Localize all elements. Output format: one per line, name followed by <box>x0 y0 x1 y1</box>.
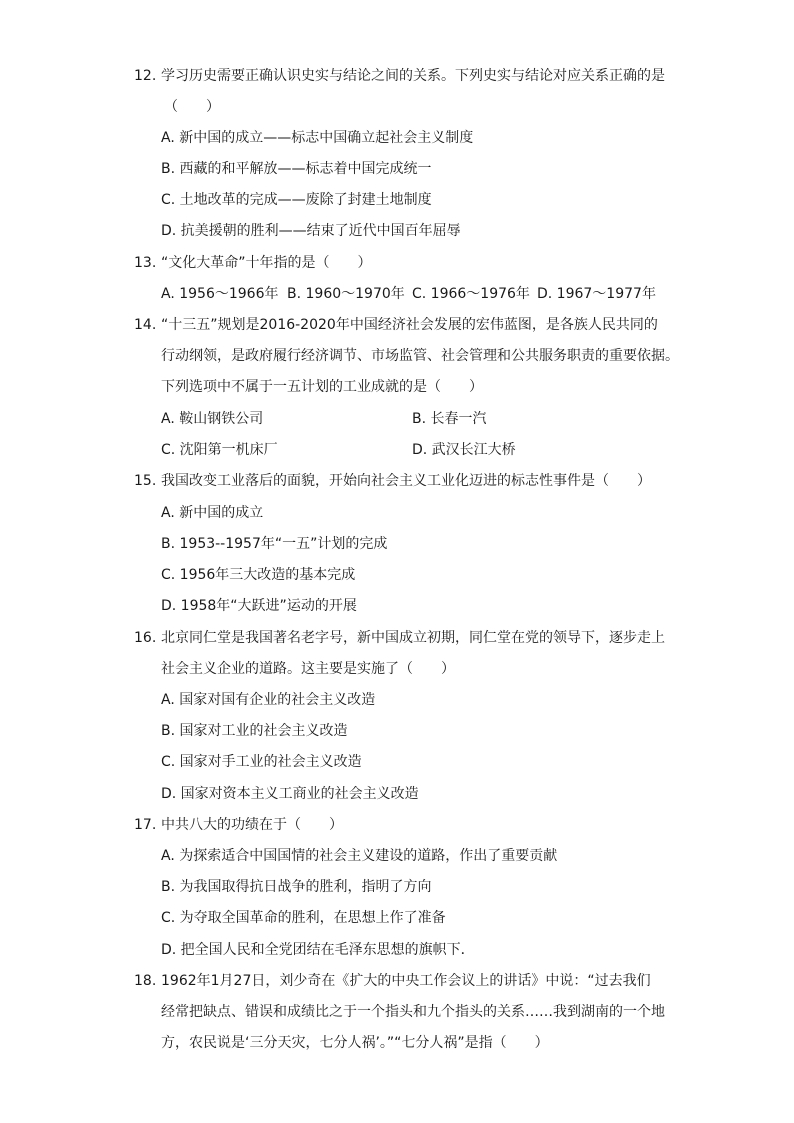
question-number: 18. <box>134 973 157 989</box>
option-d: D. 1958年“大跃进”运动的开展 <box>161 598 357 614</box>
option-d: D. 国家对资本主义工商业的社会主义改造 <box>161 786 419 802</box>
option-c: C. 国家对手工业的社会主义改造 <box>161 754 362 770</box>
option-a: A. 1956～1966年 <box>161 286 279 302</box>
question-stem: 我国改变工业落后的面貌，开始向社会主义工业化迈进的标志性事件是（ ） <box>161 473 651 489</box>
option-d: D. 把全国人民和全党团结在毛泽东思想的旗帜下． <box>161 942 475 958</box>
question-stem: 北京同仁堂是我国著名老字号，新中国成立初期，同仁堂在党的领导下，逐步走上 <box>161 630 665 646</box>
option-b: B. 西藏的和平解放——标志着中国完成统一 <box>161 161 432 177</box>
question-stem: 1962年1月27日，刘少奇在《扩大的中央工作会议上的讲话》中说：“过去我们 <box>161 973 651 989</box>
question-number: 15. <box>134 473 157 489</box>
option-d: D. 1967～1977年 <box>537 286 656 302</box>
question-number: 12. <box>134 68 157 84</box>
question-number: 16. <box>134 630 157 646</box>
question-number: 17. <box>134 817 157 833</box>
question-stem: “文化大革命”十年指的是（ ） <box>161 255 372 271</box>
option-b: B. 长春一汽 <box>412 411 487 427</box>
option-b: B. 1960～1970年 <box>287 286 405 302</box>
option-a: A. 鞍山钢铁公司 <box>161 411 264 427</box>
question-stem: 学习历史需要正确认识史实与结论之间的关系。下列史实与结论对应关系正确的是 <box>161 68 665 84</box>
option-a: A. 国家对国有企业的社会主义改造 <box>161 692 376 708</box>
question-stem: 社会主义企业的道路。这主要是实施了（ ） <box>161 661 455 677</box>
question-stem: 方，农民说是‘三分天灾，七分人祸’。”“七分人祸”是指（ ） <box>161 1035 549 1051</box>
option-c: C. 土地改革的完成——废除了封建土地制度 <box>161 192 432 208</box>
option-a: A. 为探索适合中国国情的社会主义建设的道路，作出了重要贡献 <box>161 848 558 864</box>
question-stem: 下列选项中不属于一五计划的工业成就的是（ ） <box>161 379 483 395</box>
option-c: C. 1966～1976年 <box>412 286 530 302</box>
option-b: B. 1953--1957年“一五”计划的完成 <box>161 536 388 552</box>
question-number: 14. <box>134 317 157 333</box>
option-c: C. 1956年三大改造的基本完成 <box>161 567 356 583</box>
option-a: A. 新中国的成立 <box>161 505 264 521</box>
question-stem: （ ） <box>164 99 220 115</box>
option-d: D. 武汉长江大桥 <box>412 442 516 458</box>
question-stem: 行动纲领，是政府履行经济调节、市场监管、社会管理和公共服务职责的重要依据。 <box>161 348 679 364</box>
option-c: C. 为夺取全国革命的胜利，在思想上作了准备 <box>161 910 446 926</box>
question-stem: “十三五”规划是2016-2020年中国经济社会发展的宏伟蓝图，是各族人民共同的 <box>161 317 658 333</box>
question-stem: 经常把缺点、错误和成绩比之于一个指头和九个指头的关系……我到湖南的一个地 <box>161 1004 665 1020</box>
question-number: 13. <box>134 255 157 271</box>
option-d: D. 抗美援朝的胜利——结束了近代中国百年屈辱 <box>161 223 461 239</box>
option-b: B. 国家对工业的社会主义改造 <box>161 723 348 739</box>
question-stem: 中共八大的功绩在于（ ） <box>161 817 343 833</box>
option-a: A. 新中国的成立——标志中国确立起社会主义制度 <box>161 130 474 146</box>
option-c: C. 沈阳第一机床厂 <box>161 442 278 458</box>
option-b: B. 为我国取得抗日战争的胜利，指明了方向 <box>161 879 432 895</box>
